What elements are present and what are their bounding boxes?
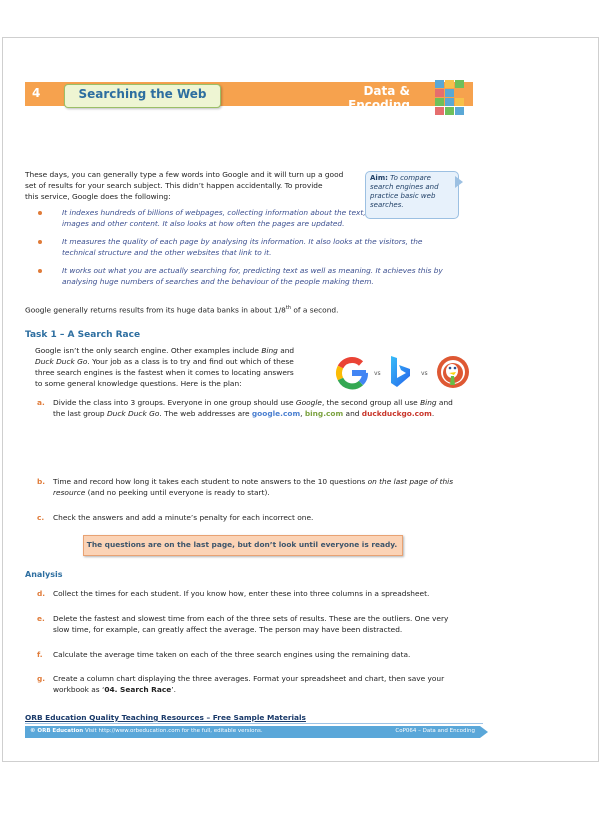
bullet-2-line-2: technical structure and the other websites that link to it. [62, 248, 272, 257]
aim-body: To compare search engines and practice basic web searches. [370, 174, 439, 209]
plan-b-text-1: Time and record how long it takes each student to note answers to the 10 questions [53, 477, 368, 486]
plan-b-text-4: (and no peeking until everyone is ready to start). [85, 488, 270, 497]
footer-right: CoP064 – Data and Encoding [395, 728, 475, 734]
plan-a-text-2: , the second group all use [321, 398, 421, 407]
duckduckgo-url-link[interactable]: duckduckgo.com [361, 409, 432, 418]
bullet-dot-2 [38, 240, 42, 244]
data-banks-sup: th [285, 305, 292, 311]
plan-b-line-1 [53, 477, 453, 487]
task-line-2-text: . Your job as a class is to try and find out which of these [87, 357, 294, 366]
vs-label-2: vs [421, 370, 428, 377]
plan-a-line-2 [53, 409, 434, 419]
aim-box-tail [455, 176, 463, 188]
vs-label-1: vs [374, 370, 381, 377]
task-bing: Bing [261, 346, 278, 355]
logo-tile [455, 98, 464, 106]
orb-logo [435, 80, 465, 118]
section-title: Data & Encoding [348, 84, 410, 112]
analysis-d-line-1: Collect the times for each student. If you know how, enter these into three columns in a spreadsheet. [53, 589, 430, 598]
plan-letter-b: b. [37, 477, 46, 486]
data-banks-before: Google generally returns results from its huge data banks in about 1/8 [25, 305, 286, 315]
plan-a-ddg: Duck Duck Go [106, 409, 160, 418]
logo-tile [445, 107, 454, 115]
task-line-1 [35, 346, 294, 356]
plan-letter-c: c. [37, 513, 45, 522]
bullet-dot-3 [38, 269, 42, 273]
footer-title: ORB Education Quality Teaching Resources – Free Sample Materials [25, 713, 306, 722]
duckduckgo-logo-icon [436, 355, 470, 389]
plan-b-line-2 [53, 488, 270, 498]
plan-a-sep-1: , [300, 409, 305, 418]
bing-url-link[interactable]: bing.com [304, 409, 344, 418]
plan-a-text-1: Divide the class into 3 groups. Everyone in one group should use [53, 398, 296, 407]
page-title: Searching the Web [78, 87, 207, 101]
plan-a-text-4: the last group [53, 409, 107, 418]
plan-a-sep-2: and [343, 409, 362, 418]
plan-a-google: Google [295, 398, 322, 407]
google-logo-icon [335, 356, 369, 390]
analysis-g-line-1: Create a column chart displaying the three averages. Format your spreadsheet and chart, then save your [53, 674, 445, 683]
task-line-3: three search engines is the fastest when it comes to locating answers [35, 368, 294, 377]
plan-a-end: . [431, 409, 435, 418]
bullet-1-line-2: images and other content. It also looks at how often the pages are updated. [62, 219, 345, 228]
analysis-g-text-2: ’. [171, 685, 176, 694]
bullet-2-line-1: It measures the quality of each page by analysing its information. It also looks at the visitors, the [62, 237, 423, 246]
footer-visit-text: Visit http://www.orbeducation.com for the full, editable versions. [83, 728, 263, 734]
logo-tile [435, 80, 444, 88]
task-line-2 [35, 357, 294, 367]
analysis-g-line-2 [53, 685, 176, 695]
analysis-letter-g: g. [37, 674, 46, 683]
logo-tile [435, 107, 444, 115]
google-url-link[interactable]: google.com [251, 409, 301, 418]
logo-tile [435, 98, 444, 106]
analysis-e-line-1: Delete the fastest and slowest time from each of the three sets of results. These are the outliers. One very [53, 614, 449, 623]
data-banks-text [25, 303, 338, 315]
analysis-f-line-1: Calculate the average time taken on each of the three search engines using the remaining data. [53, 650, 411, 659]
logo-tile [455, 89, 464, 97]
callout-text: The questions are on the last page, but don’t look until everyone is ready. [86, 540, 398, 549]
task-heading: Task 1 – A Search Race [25, 330, 141, 340]
analysis-g-filename: 04. Search Race [104, 685, 172, 694]
bullet-1-line-1: It indexes hundreds of billions of webpages, collecting information about the text, [62, 208, 366, 217]
analysis-letter-d: d. [37, 589, 46, 598]
task-line-1-text: Google isn’t the only search engine. Other examples include [35, 346, 262, 355]
footer-copyright: © ORB Education [30, 728, 84, 734]
bing-logo-icon [387, 354, 413, 390]
bullet-dot-1 [38, 211, 42, 215]
intro-line-3: this service, Google does the following: [25, 192, 171, 201]
bullet-3-line-1: It works out what you are actually searching for, predicting text as well as meaning. It achieves this by [62, 266, 443, 275]
footer-left [30, 728, 263, 734]
intro-line-1: These days, you can generally type a few words into Google and it will turn up a good [25, 170, 344, 179]
plan-b-text-2: on the last page of this [367, 477, 454, 486]
task-and: and [277, 346, 295, 355]
plan-letter-a: a. [37, 398, 45, 407]
analysis-heading: Analysis [25, 570, 63, 579]
analysis-letter-f: f. [37, 650, 43, 659]
analysis-g-text-1: workbook as ‘ [53, 685, 105, 694]
task-line-4: to some general knowledge questions. Here is the plan: [35, 379, 242, 388]
logo-tile [445, 98, 454, 106]
bullet-3-line-2: analysing huge numbers of searches and the behaviour of the people making them. [62, 277, 374, 286]
logo-tile [445, 89, 454, 97]
analysis-letter-e: e. [37, 614, 45, 623]
logo-tile [455, 80, 464, 88]
plan-a-line-1 [53, 398, 453, 408]
task-ddg: Duck Duck Go [35, 357, 88, 366]
page-number: 4 [32, 86, 41, 100]
logo-tile [445, 80, 454, 88]
analysis-e-line-2: slow time, for example, can greatly affect the average. The person may have been distracted. [53, 625, 403, 634]
aim-label: Aim: [370, 174, 388, 182]
plan-c-line-1: Check the answers and add a minute’s penalty for each incorrect one. [53, 513, 314, 522]
aim-text [370, 174, 456, 210]
logo-tile [435, 89, 444, 97]
data-banks-after: of a second. [291, 305, 339, 315]
footer-line [25, 723, 483, 724]
intro-line-2: set of results for your search subject. This didn’t happen accidentally. To provide [25, 181, 323, 190]
plan-a-text-5: . The web addresses are [159, 409, 252, 418]
plan-b-text-3: resource [53, 488, 86, 497]
logo-tile [455, 107, 464, 115]
footer-arrow [480, 726, 488, 738]
plan-a-text-3: and [436, 398, 453, 407]
plan-a-bing: Bing [420, 398, 437, 407]
